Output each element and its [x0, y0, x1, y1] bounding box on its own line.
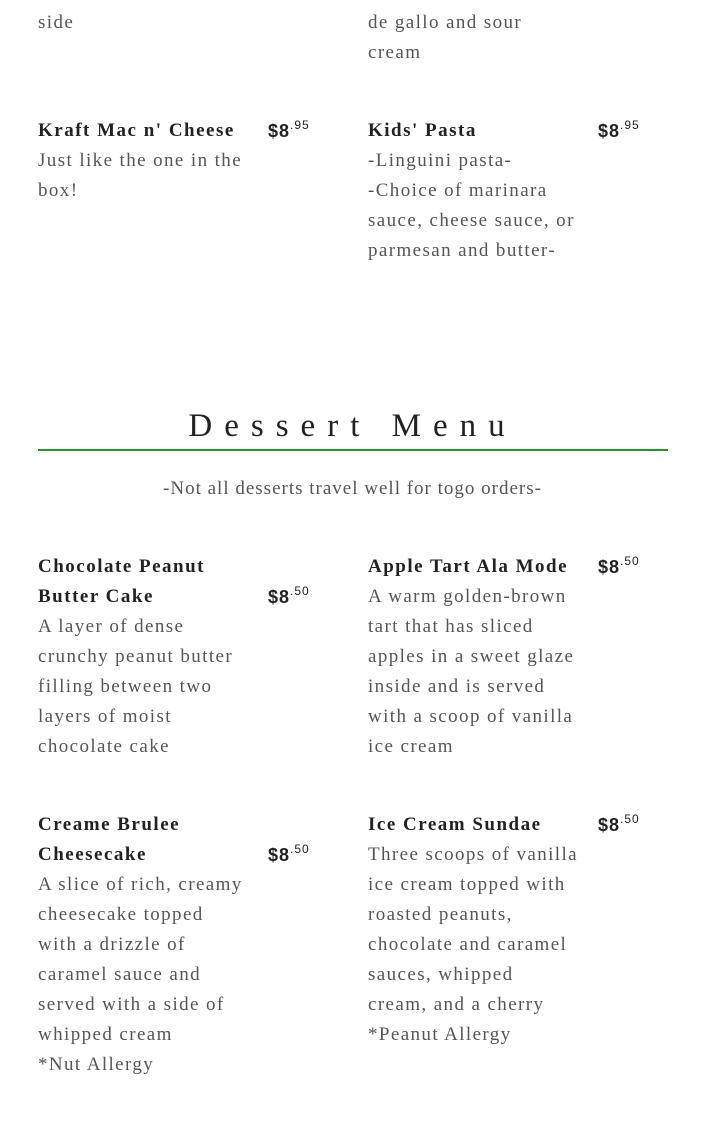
price-cents: .50 [620, 554, 640, 568]
menu-item-name [38, 552, 263, 612]
menu-item-price [268, 584, 310, 608]
price-main: $8 [268, 587, 291, 607]
menu-item-price [598, 118, 640, 142]
price-main: $8 [268, 845, 291, 865]
desc-line: apples in a sweet glaze [368, 646, 575, 667]
allergy-note: *Nut Allergy [38, 1054, 155, 1075]
menu-item-mac-n-cheese [38, 116, 273, 206]
name-line: Ice Cream Sundae [368, 814, 542, 835]
desc-line: tart that has sliced [368, 616, 534, 637]
menu-item-price [268, 842, 310, 866]
desc-line: A layer of dense [38, 616, 185, 637]
name-line: Butter Cake [38, 586, 154, 607]
menu-item-apple-tart-ala-mode [368, 552, 596, 762]
name-line: Apple Tart Ala Mode [368, 556, 569, 577]
desc-line: roasted peanuts, [368, 904, 513, 925]
desc-line: sauce, cheese sauce, or [368, 210, 575, 231]
desc-line: A warm golden-brown [368, 586, 567, 607]
desc-line: filling between two [38, 676, 213, 697]
desc-line: with a drizzle of [38, 934, 186, 955]
price-cents: .95 [620, 118, 640, 132]
desc-line: cream, and a cherry [368, 994, 545, 1015]
menu-item-name [368, 810, 596, 840]
desc-line: cream [368, 42, 422, 63]
desc-line: de gallo and sour [368, 12, 523, 33]
previous-item-description-fragment [38, 8, 74, 38]
menu-item-name [38, 116, 273, 146]
price-main: $8 [598, 815, 621, 835]
desc-line: whipped cream [38, 1024, 173, 1045]
price-cents: .50 [620, 812, 640, 826]
menu-item-price [598, 812, 640, 836]
name-line: Chocolate Peanut [38, 556, 206, 577]
desc-line: ice cream [368, 736, 454, 757]
menu-item-ice-cream-sundae [368, 810, 596, 1050]
menu-item-price [598, 554, 640, 578]
allergy-note: *Peanut Allergy [368, 1024, 512, 1045]
menu-item-description [368, 146, 593, 266]
previous-item-description-fragment [368, 8, 522, 68]
desc-line: -Linguini pasta- [368, 150, 513, 171]
desc-line: Just like the one in the [38, 150, 243, 171]
menu-item-description [38, 146, 273, 206]
desc-line: caramel sauce and [38, 964, 202, 985]
price-main: $8 [268, 121, 291, 141]
desc-line: layers of moist [38, 706, 172, 727]
price-main: $8 [598, 557, 621, 577]
name-line: Kraft Mac n' Cheese [38, 120, 235, 141]
menu-item-description [38, 870, 263, 1080]
desc-line: box! [38, 180, 79, 201]
section-subtitle: -Not all desserts travel well for togo orders- [163, 478, 542, 499]
price-cents: .50 [290, 842, 310, 856]
menu-item-price [268, 118, 310, 142]
desc-line: side [38, 12, 75, 33]
desc-line: -Choice of marinara [368, 180, 548, 201]
desc-line: A slice of rich, creamy [38, 874, 243, 895]
desc-line: crunchy peanut butter [38, 646, 234, 667]
section-title: Dessert Menu [188, 408, 517, 444]
desc-line: ice cream topped with [368, 874, 566, 895]
desc-line: inside and is served [368, 676, 546, 697]
menu-item-name [368, 116, 593, 146]
section-divider [38, 449, 668, 451]
menu-item-description [368, 840, 596, 1050]
menu-item-name [38, 810, 263, 870]
menu-item-creame-brulee-cheesecake [38, 810, 263, 1080]
menu-item-name [368, 552, 596, 582]
price-cents: .95 [290, 118, 310, 132]
menu-item-chocolate-peanut-butter-cake [38, 552, 263, 762]
menu-item-description [38, 612, 263, 762]
desc-line: with a scoop of vanilla [368, 706, 574, 727]
desc-line: parmesan and butter- [368, 240, 556, 261]
name-line: Creame Brulee [38, 814, 181, 835]
desc-line: chocolate cake [38, 736, 170, 757]
price-cents: .50 [290, 584, 310, 598]
name-line: Cheesecake [38, 844, 147, 865]
desc-line: cheesecake topped [38, 904, 204, 925]
desc-line: served with a side of [38, 994, 225, 1015]
desc-line: sauces, whipped [368, 964, 514, 985]
price-main: $8 [598, 121, 621, 141]
menu-item-kids-pasta [368, 116, 593, 266]
desc-line: Three scoops of vanilla [368, 844, 579, 865]
menu-item-description [368, 582, 596, 762]
desc-line: chocolate and caramel [368, 934, 568, 955]
name-line: Kids' Pasta [368, 120, 477, 141]
